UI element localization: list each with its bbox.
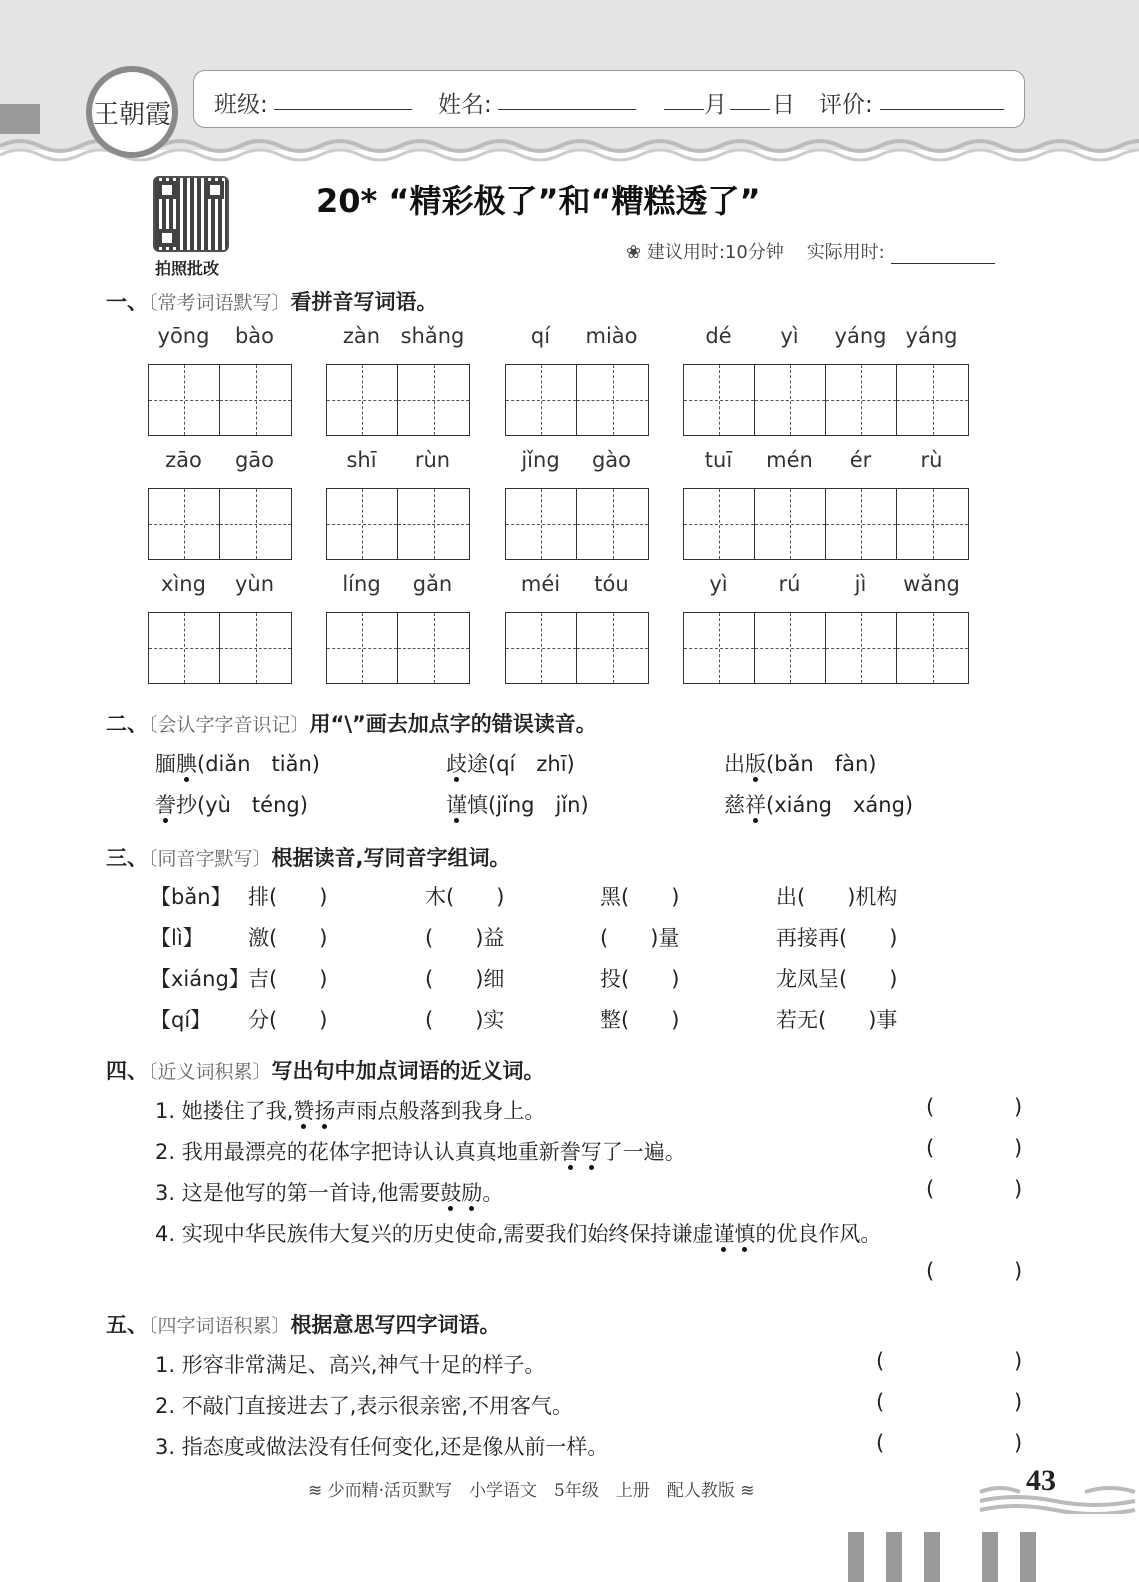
section-instruction: 用“\”画去加点字的错误读音。 (309, 712, 597, 736)
writing-cell[interactable] (506, 613, 577, 683)
flower-icon: ❀ (626, 242, 642, 263)
homophone-blank[interactable]: 若无( )事 (776, 1008, 898, 1032)
writing-grid[interactable] (326, 612, 470, 684)
word-part: 途 (467, 752, 488, 776)
writing-grid[interactable] (505, 488, 649, 560)
section1-heading (106, 286, 438, 316)
footer-bar (848, 1532, 864, 1582)
writing-cell[interactable] (826, 365, 897, 435)
dotted-word (440, 1181, 482, 1205)
answer-blank-close[interactable]: ) (1014, 1136, 1023, 1160)
homophone-blank[interactable]: 排( ) (248, 885, 328, 909)
writing-grid[interactable] (148, 364, 292, 436)
writing-cell[interactable] (220, 613, 291, 683)
footer-bar (924, 1532, 940, 1582)
writing-cell[interactable] (327, 365, 398, 435)
sentence-item (155, 1218, 881, 1248)
pinyin-label: qí (530, 324, 551, 348)
homophone-blank[interactable]: 激( ) (248, 926, 328, 950)
writing-cell[interactable] (220, 365, 291, 435)
writing-cell[interactable] (577, 489, 648, 559)
sentence-text: 1. 她搂住了我, (155, 1099, 294, 1123)
pronunciation-item (155, 789, 308, 819)
writing-cell[interactable] (684, 365, 755, 435)
writing-cell[interactable] (755, 613, 826, 683)
pinyin-label: 【bǎn】 (150, 885, 232, 909)
name-label: 姓名: (438, 92, 492, 118)
sentence-text: 声雨点般落到我身上。 (335, 1099, 546, 1123)
answer-blank-open[interactable]: ( (926, 1095, 935, 1119)
dotted-character: 谨 (713, 1222, 735, 1246)
pinyin-label: yōng (157, 324, 210, 348)
pinyin-label: yì (780, 324, 799, 348)
pinyin-label: zāo (165, 448, 202, 472)
footer-bar (886, 1532, 902, 1582)
writing-cell[interactable] (149, 365, 220, 435)
pinyin-options[interactable]: (diǎn tiǎn) (197, 752, 320, 776)
writing-cell[interactable] (826, 613, 897, 683)
class-field[interactable] (274, 88, 412, 110)
writing-grid[interactable] (326, 364, 470, 436)
answer-blank-close[interactable]: ) (1014, 1349, 1023, 1373)
section-number: 一、 (106, 290, 148, 314)
pinyin-options[interactable]: (bǎn fàn) (766, 752, 877, 776)
section-number: 二、 (106, 712, 148, 736)
actual-time-label: 实际用时: (806, 242, 885, 263)
section-tag: 〔四字词语积累〕 (148, 1315, 291, 1337)
writing-cell[interactable] (398, 365, 469, 435)
pinyin-label: shǎng (400, 324, 465, 348)
section4-heading (106, 1055, 545, 1085)
homophone-blank[interactable]: ( )益 (425, 926, 505, 950)
lesson-title (316, 176, 761, 222)
homophone-blank[interactable]: 出( )机构 (776, 885, 898, 909)
answer-blank-close[interactable]: ) (1014, 1095, 1023, 1119)
pinyin-label: gāo (234, 448, 275, 472)
word-part: 慈 (724, 793, 745, 817)
page-number: 43 (1026, 1464, 1056, 1497)
pinyin-label: miào (585, 324, 638, 348)
time-info (626, 238, 995, 264)
pinyin-options[interactable]: (xiáng xáng) (766, 793, 914, 817)
dotted-character: 写 (580, 1140, 602, 1164)
lesson-number: 20* (316, 182, 378, 220)
pronunciation-item (724, 789, 913, 819)
definition-item: 2. 不敲门直接进去了,表示很亲密,不用客气。 (155, 1394, 574, 1418)
writing-grid[interactable] (148, 488, 292, 560)
homophone-blank[interactable]: 龙凤呈( ) (776, 967, 898, 991)
sentence-item (155, 1095, 545, 1125)
dotted-character: 祥 (745, 793, 766, 817)
word-part: 腼 (155, 752, 176, 776)
class-label: 班级: (214, 92, 268, 118)
section3-heading (106, 842, 511, 872)
pinyin-label: yáng (834, 324, 887, 348)
writing-cell[interactable] (220, 489, 291, 559)
footer-wave-icon (975, 1484, 1139, 1514)
writing-cell[interactable] (327, 489, 398, 559)
sentence-text: 的优良作风。 (755, 1222, 882, 1246)
pronunciation-item (446, 748, 575, 778)
dotted-character: 扬 (314, 1099, 336, 1123)
homophone-blank[interactable]: 木( ) (425, 885, 505, 909)
homophone-blank[interactable]: ( )实 (425, 1008, 505, 1032)
logo-text: 王朝霞 (92, 99, 171, 130)
section2-heading (106, 708, 597, 738)
writing-grid[interactable] (148, 612, 292, 684)
writing-cell[interactable] (755, 489, 826, 559)
writing-grid[interactable] (683, 364, 969, 436)
word-part: 慎 (467, 793, 488, 817)
pinyin-label: méi (520, 572, 561, 596)
pinyin-label: mén (766, 448, 813, 472)
sentence-item (155, 1136, 686, 1166)
answer-blank-open[interactable]: ( (926, 1136, 935, 1160)
section5-heading (106, 1309, 501, 1339)
writing-cell[interactable] (826, 489, 897, 559)
rating-label: 评价: (819, 92, 873, 118)
writing-cell[interactable] (327, 613, 398, 683)
answer-blank-close[interactable]: ) (1014, 1177, 1023, 1201)
pinyin-label: rùn (414, 448, 451, 472)
homophone-blank[interactable]: ( )量 (600, 926, 680, 950)
pinyin-options[interactable]: (qí zhī) (488, 752, 575, 776)
footer-bar (982, 1532, 998, 1582)
dotted-character: 赞 (293, 1099, 315, 1123)
month-field[interactable] (664, 88, 704, 110)
section-number: 三、 (106, 846, 148, 870)
dotted-word (713, 1222, 755, 1246)
homophone-blank[interactable]: 整( ) (600, 1008, 680, 1032)
pinyin-label: rù (920, 448, 943, 472)
pinyin-label: líng (342, 572, 381, 596)
pinyin-label: yáng (905, 324, 958, 348)
writing-cell[interactable] (684, 489, 755, 559)
lesson-title-text: “精彩极了”和“糟糕透了” (388, 182, 761, 220)
pinyin-label: yùn (234, 572, 275, 596)
pinyin-label: tóu (594, 572, 629, 596)
answer-blank-open[interactable]: ( (926, 1259, 935, 1283)
writing-cell[interactable] (506, 489, 577, 559)
pinyin-label: tuī (704, 448, 733, 472)
pinyin-label: 【lì】 (150, 926, 204, 950)
homophone-blank[interactable]: 吉( ) (248, 967, 328, 991)
word-part: 出 (724, 752, 745, 776)
dotted-character: 慎 (734, 1222, 756, 1246)
pinyin-label: shī (346, 448, 377, 472)
section-instruction: 写出句中加点词语的近义词。 (271, 1059, 545, 1083)
writing-cell[interactable] (398, 489, 469, 559)
footer-bar (1020, 1532, 1036, 1582)
dotted-word (293, 1099, 335, 1123)
pinyin-label: jì (854, 572, 867, 596)
sentence-text: 3. 这是他写的第一首诗,他需要 (155, 1181, 441, 1205)
dotted-character: 版 (745, 752, 766, 776)
writing-cell[interactable] (897, 613, 968, 683)
pinyin-label: yì (709, 572, 728, 596)
day-label: 日 (772, 92, 795, 118)
dotted-character: 励 (461, 1181, 483, 1205)
side-tab (0, 104, 40, 134)
pinyin-options[interactable]: (yù téng) (197, 793, 308, 817)
writing-grid[interactable] (505, 364, 649, 436)
footer-text: ≋ 少而精·活页默写 小学语文 5年级 上册 配人教版 ≋ (308, 1481, 755, 1501)
pinyin-label: xìng (161, 572, 206, 596)
pinyin-label: 【xiáng】 (150, 967, 250, 991)
answer-blank-open[interactable]: ( (876, 1390, 885, 1414)
pinyin-label: jǐng (521, 448, 560, 472)
writing-cell[interactable] (398, 613, 469, 683)
answer-blank-open[interactable]: ( (876, 1431, 885, 1455)
dotted-character: 歧 (446, 752, 467, 776)
section-tag: 〔近义词积累〕 (148, 1061, 272, 1083)
sentence-text: 了一遍。 (601, 1140, 686, 1164)
name-field[interactable] (498, 88, 636, 110)
section-instruction: 根据意思写四字词语。 (290, 1313, 501, 1337)
pronunciation-item (724, 748, 876, 778)
writing-grid[interactable] (505, 612, 649, 684)
writing-cell[interactable] (149, 489, 220, 559)
pinyin-label: dé (705, 324, 732, 348)
sentence-item (155, 1177, 503, 1207)
sentence-text: 4. 实现中华民族伟大复兴的历史使命,需要我们始终保持谦虚 (155, 1222, 714, 1246)
homophone-blank[interactable]: 再接再( ) (776, 926, 898, 950)
writing-grid[interactable] (683, 488, 969, 560)
sentence-text: 。 (482, 1181, 504, 1205)
pinyin-options[interactable]: (jǐng jǐn) (488, 793, 589, 817)
answer-blank-close[interactable]: ) (1014, 1259, 1023, 1283)
definition-item: 1. 形容非常满足、高兴,神气十足的样子。 (155, 1353, 546, 1377)
homophone-blank[interactable]: ( )细 (425, 967, 505, 991)
homophone-blank[interactable]: 黑( ) (600, 885, 680, 909)
pinyin-label: bào (234, 324, 275, 348)
student-info-box (193, 70, 1025, 128)
pinyin-label: rú (778, 572, 801, 596)
dotted-character: 谨 (446, 793, 467, 817)
section-tag: 〔同音字默写〕 (148, 848, 272, 870)
dotted-character: 誊 (559, 1140, 581, 1164)
writing-cell[interactable] (506, 365, 577, 435)
homophone-blank[interactable]: 分( ) (248, 1008, 328, 1032)
dotted-character: 鼓 (440, 1181, 462, 1205)
sentence-text: 2. 我用最漂亮的花体字把诗认认真真地重新 (155, 1140, 560, 1164)
dotted-word (560, 1140, 602, 1164)
answer-blank-open[interactable]: ( (926, 1177, 935, 1201)
dotted-character: 腆 (176, 752, 197, 776)
pronunciation-item (155, 748, 320, 778)
pinyin-label: 【qí】 (150, 1008, 212, 1032)
writing-cell[interactable] (577, 613, 648, 683)
answer-blank-close[interactable]: ) (1014, 1431, 1023, 1455)
answer-blank-open[interactable]: ( (876, 1349, 885, 1373)
definition-item: 3. 指态度或做法没有任何变化,还是像从前一样。 (155, 1435, 609, 1459)
homophone-blank[interactable]: 投( ) (600, 967, 680, 991)
brand-logo (86, 66, 178, 158)
section-instruction: 看拼音写词语。 (290, 290, 438, 314)
writing-cell[interactable] (755, 365, 826, 435)
section-tag: 〔常考词语默写〕 (148, 292, 291, 314)
qr-caption: 拍照批改 (155, 259, 220, 278)
month-label: 月 (704, 92, 727, 118)
pinyin-label: wǎng (903, 572, 960, 596)
qr-code[interactable] (153, 176, 229, 252)
pinyin-label: gào (591, 448, 632, 472)
pinyin-label: ér (849, 448, 872, 472)
pronunciation-item (446, 789, 589, 819)
writing-grid[interactable] (326, 488, 470, 560)
section-number: 五、 (106, 1313, 148, 1337)
section-tag: 〔会认字字音识记〕 (148, 714, 310, 736)
writing-cell[interactable] (149, 613, 220, 683)
dotted-character: 誊 (155, 793, 176, 817)
section-number: 四、 (106, 1059, 148, 1083)
suggested-time: 建议用时:10分钟 (646, 242, 784, 263)
writing-grid[interactable] (683, 612, 969, 684)
day-field[interactable] (730, 88, 770, 110)
pinyin-label: gǎn (412, 572, 453, 596)
word-part: 抄 (176, 793, 197, 817)
writing-cell[interactable] (684, 613, 755, 683)
answer-blank-close[interactable]: ) (1014, 1390, 1023, 1414)
writing-cell[interactable] (897, 365, 968, 435)
writing-cell[interactable] (897, 489, 968, 559)
writing-cell[interactable] (577, 365, 648, 435)
rating-field[interactable] (880, 88, 1004, 110)
section-instruction: 根据读音,写同音字组词。 (271, 846, 511, 870)
pinyin-label: zàn (342, 324, 381, 348)
actual-time-field[interactable] (891, 244, 995, 264)
